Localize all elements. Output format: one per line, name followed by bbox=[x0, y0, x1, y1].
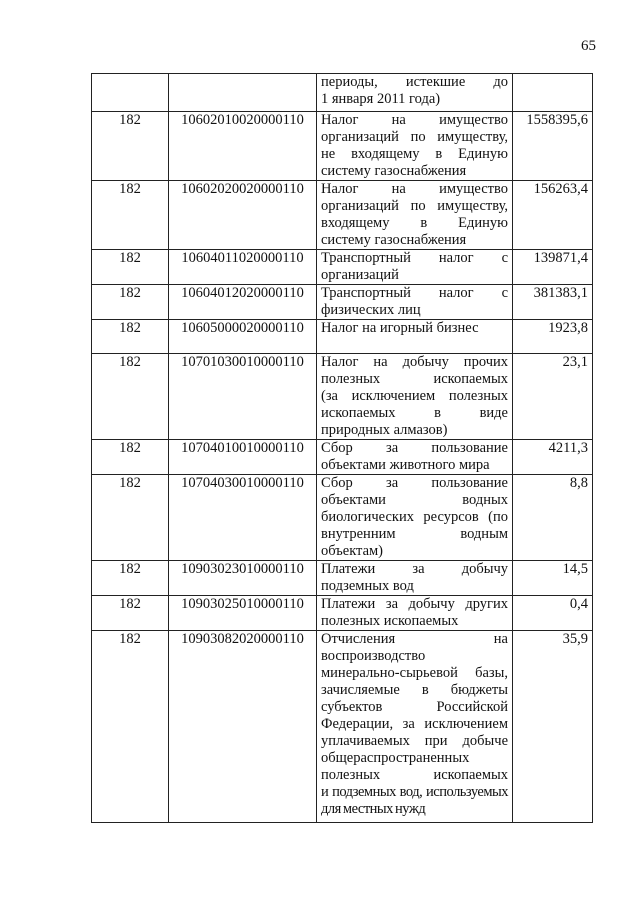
budget-classification-code-cell: 10701030010000110 bbox=[169, 354, 317, 440]
revenue-name-cell bbox=[317, 631, 513, 823]
revenue-name-line: объектами животного мира bbox=[321, 457, 490, 473]
revenue-name-cell bbox=[317, 74, 513, 112]
budget-classification-code-cell: 10602020020000110 bbox=[169, 181, 317, 250]
table-row bbox=[92, 475, 593, 561]
amount-cell bbox=[513, 74, 593, 112]
revenue-name-line: Сбор за пользование bbox=[321, 475, 508, 491]
budget-classification-code-cell bbox=[169, 74, 317, 112]
page-number: 65 bbox=[581, 38, 596, 54]
admin-code-cell: 182 bbox=[92, 112, 169, 181]
table-row bbox=[92, 250, 593, 285]
amount-cell: 0,4 bbox=[513, 596, 593, 631]
admin-code-cell: 182 bbox=[92, 320, 169, 354]
revenue-name-line: полезных ископаемых bbox=[321, 613, 459, 629]
revenue-name-line: систему газоснабжения bbox=[321, 232, 467, 248]
revenue-name-cell bbox=[317, 112, 513, 181]
amount-cell: 381383,1 bbox=[513, 285, 593, 320]
budget-classification-code-cell: 10602010020000110 bbox=[169, 112, 317, 181]
table-row bbox=[92, 320, 593, 354]
revenue-name-line: систему газоснабжения bbox=[321, 163, 467, 179]
revenue-name-cell bbox=[317, 596, 513, 631]
amount-cell: 4211,3 bbox=[513, 440, 593, 475]
revenue-name-line: Транспортный налог с bbox=[321, 250, 508, 266]
revenue-name-cell bbox=[317, 440, 513, 475]
revenue-name-line: организаций по имуществу, bbox=[321, 129, 508, 145]
table-row bbox=[92, 181, 593, 250]
table-row bbox=[92, 74, 593, 112]
budget-classification-code-cell: 10704030010000110 bbox=[169, 475, 317, 561]
amount-cell: 23,1 bbox=[513, 354, 593, 440]
revenue-name-line: периоды, истекшие до bbox=[321, 74, 508, 90]
revenue-name-line: общераспространенных bbox=[321, 750, 470, 766]
revenue-name-cell bbox=[317, 320, 513, 354]
revenue-name-line: полезных ископаемых bbox=[321, 767, 508, 783]
amount-cell: 139871,4 bbox=[513, 250, 593, 285]
table-row bbox=[92, 354, 593, 440]
admin-code-cell: 182 bbox=[92, 285, 169, 320]
admin-code-cell: 182 bbox=[92, 475, 169, 561]
revenue-name-line: Налог на имущество bbox=[321, 112, 508, 128]
budget-classification-code-cell: 10605000020000110 bbox=[169, 320, 317, 354]
revenue-name-line: организаций по имуществу, bbox=[321, 198, 508, 214]
revenue-name-cell bbox=[317, 561, 513, 596]
revenue-name-line: 1 января 2011 года) bbox=[321, 91, 441, 107]
revenue-name-line: Платежи за добычу bbox=[321, 561, 508, 577]
table-row bbox=[92, 440, 593, 475]
revenue-name-line: подземных вод bbox=[321, 578, 414, 594]
revenue-name-line: Налог на имущество bbox=[321, 181, 508, 197]
revenue-table-body bbox=[92, 74, 593, 823]
revenue-name-line: объектами водных bbox=[321, 492, 508, 508]
budget-classification-code-cell: 10704010010000110 bbox=[169, 440, 317, 475]
revenue-name-line: физических лиц bbox=[321, 302, 421, 318]
admin-code-cell: 182 bbox=[92, 440, 169, 475]
amount-cell: 14,5 bbox=[513, 561, 593, 596]
admin-code-cell bbox=[92, 74, 169, 112]
revenue-name-line: для местных нужд bbox=[321, 801, 426, 817]
revenue-table bbox=[91, 73, 593, 823]
revenue-name-line: Федерации, за исключением bbox=[321, 716, 508, 732]
revenue-name-line: Отчисления на bbox=[321, 631, 508, 647]
admin-code-cell: 182 bbox=[92, 596, 169, 631]
revenue-name-cell bbox=[317, 250, 513, 285]
table-row bbox=[92, 285, 593, 320]
amount-cell: 1558395,6 bbox=[513, 112, 593, 181]
revenue-name-line: ископаемых в виде bbox=[321, 405, 508, 421]
revenue-name-line: (за исключением полезных bbox=[321, 388, 508, 404]
table-row bbox=[92, 561, 593, 596]
revenue-name-cell bbox=[317, 181, 513, 250]
budget-classification-code-cell: 10604011020000110 bbox=[169, 250, 317, 285]
admin-code-cell: 182 bbox=[92, 631, 169, 823]
admin-code-cell: 182 bbox=[92, 561, 169, 596]
revenue-name-line: не входящему в Единую bbox=[321, 146, 508, 162]
budget-classification-code-cell: 10604012020000110 bbox=[169, 285, 317, 320]
revenue-name-line: субъектов Российской bbox=[321, 699, 508, 715]
revenue-name-line: Налог на добычу прочих bbox=[321, 354, 508, 370]
revenue-name-line: организаций bbox=[321, 267, 399, 283]
amount-cell: 156263,4 bbox=[513, 181, 593, 250]
budget-classification-code-cell: 10903082020000110 bbox=[169, 631, 317, 823]
admin-code-cell: 182 bbox=[92, 354, 169, 440]
revenue-name-line: и подземных вод, используемых bbox=[321, 784, 508, 800]
budget-classification-code-cell: 10903023010000110 bbox=[169, 561, 317, 596]
table-row bbox=[92, 596, 593, 631]
revenue-name-line: воспроизводство bbox=[321, 648, 426, 664]
revenue-name-line: природных алмазов) bbox=[321, 422, 448, 438]
revenue-name-line: полезных ископаемых bbox=[321, 371, 508, 387]
revenue-name-line: биологических ресурсов (по bbox=[321, 509, 508, 525]
table-row bbox=[92, 631, 593, 823]
admin-code-cell: 182 bbox=[92, 181, 169, 250]
budget-classification-code-cell: 10903025010000110 bbox=[169, 596, 317, 631]
revenue-name-cell bbox=[317, 285, 513, 320]
revenue-name-line: Сбор за пользование bbox=[321, 440, 508, 456]
revenue-name-line: Платежи за добычу других bbox=[321, 596, 508, 612]
revenue-name-line: входящему в Единую bbox=[321, 215, 508, 231]
amount-cell: 8,8 bbox=[513, 475, 593, 561]
revenue-name-cell bbox=[317, 354, 513, 440]
revenue-name-line: Налог на игорный бизнес bbox=[321, 320, 479, 336]
revenue-name-line: Транспортный налог с bbox=[321, 285, 508, 301]
amount-cell: 1923,8 bbox=[513, 320, 593, 354]
revenue-name-line: зачисляемые в бюджеты bbox=[321, 682, 508, 698]
revenue-name-line: объектам) bbox=[321, 543, 384, 559]
revenue-name-line: уплачиваемых при добыче bbox=[321, 733, 508, 749]
revenue-name-cell bbox=[317, 475, 513, 561]
admin-code-cell: 182 bbox=[92, 250, 169, 285]
table-row bbox=[92, 112, 593, 181]
amount-cell: 35,9 bbox=[513, 631, 593, 823]
revenue-name-line: внутренним водным bbox=[321, 526, 508, 542]
revenue-name-line: минерально-сырьевой базы, bbox=[321, 665, 508, 681]
